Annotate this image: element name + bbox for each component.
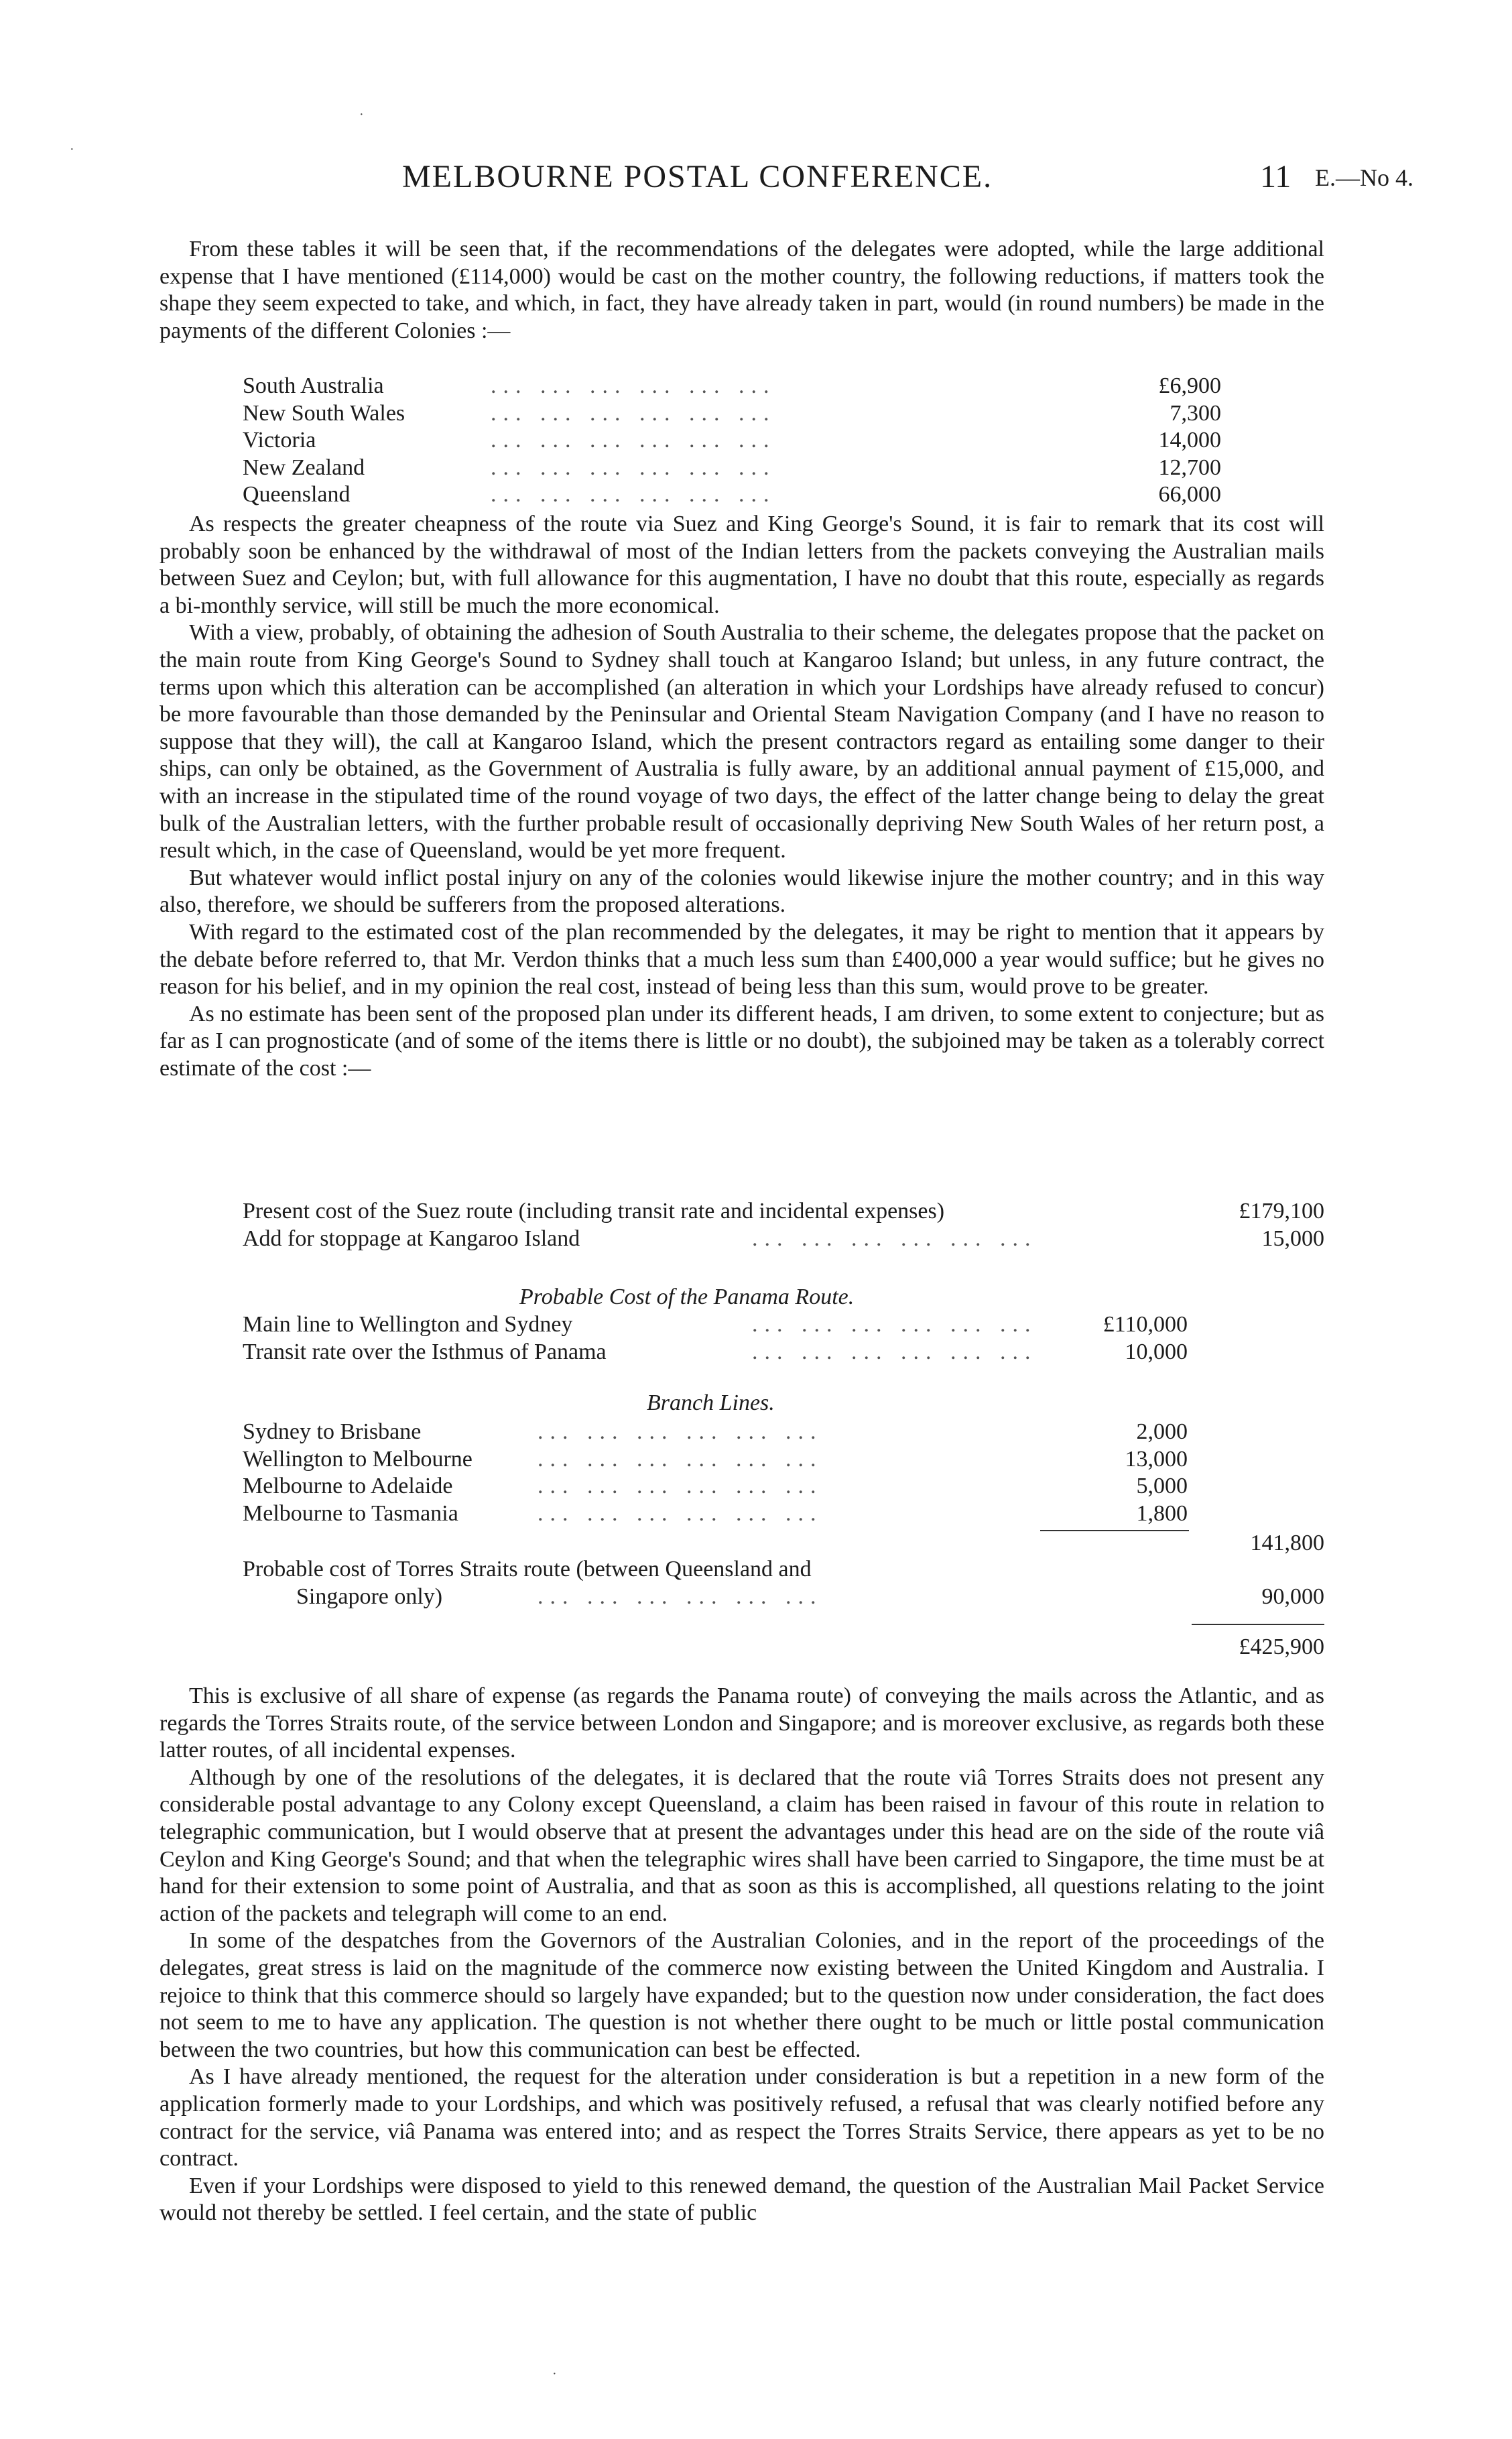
dot-leader: ... ... ... ... ... ... — [752, 1312, 1037, 1337]
estimate-label: Add for stoppage at Kangaroo Island — [243, 1226, 580, 1251]
table-row — [243, 1446, 1188, 1474]
estimate-amount: 15,000 — [1261, 1226, 1324, 1251]
text-block-2 — [160, 511, 1324, 1082]
paragraph: As I have already mentioned, the request for the alteration under consideration is but a repetition in a new form of the application formerly made to your Lordships, and which was positively refused, a refusal that was clearly notified before any contract for the service, viâ Panama was entered into; and as respect the Torres Straits Service, there appears as yet to be no contract. — [160, 2064, 1324, 2172]
estimate-amount: £179,100 — [1239, 1199, 1324, 1224]
dot-leader: ... ... ... ... ... ... — [752, 1339, 1037, 1364]
table-row — [243, 1473, 1188, 1500]
paragraph: But whatever would inflict postal injury on any of the colonies would likewise injure the mother country; and in this way also, therefore, we should be sufferers from the proposed alterations. — [160, 865, 1324, 918]
section-heading-panama: Probable Cost of the Panama Route. — [519, 1285, 855, 1309]
cost-item-name: Wellington to Melbourne — [243, 1446, 472, 1472]
branch-lines-table — [243, 1419, 1188, 1527]
cost-item-name: Melbourne to Tasmania — [243, 1500, 458, 1526]
dot-leader: ... ... ... ... ... ... — [538, 1584, 823, 1609]
print-speck: · — [70, 142, 74, 157]
grand-total: £425,900 — [1239, 1634, 1324, 1659]
table-row — [243, 1556, 1324, 1584]
panama-subtotal: 141,800 — [1250, 1531, 1324, 1555]
cost-item-amount: 5,000 — [1136, 1474, 1188, 1499]
dot-leader: ... ... ... ... ... ... — [491, 482, 776, 508]
dot-leader: ... ... ... ... ... ... — [538, 1419, 823, 1444]
document-reference: E.—No 4. — [1315, 164, 1413, 191]
colony-name: New South Wales — [243, 400, 405, 426]
torres-straits-cost — [243, 1556, 1324, 1610]
cost-item-amount: £110,000 — [1102, 1312, 1188, 1337]
page-number: 11 — [1260, 159, 1292, 194]
dot-leader: ... ... ... ... ... ... — [538, 1500, 823, 1526]
table-row — [243, 1339, 1188, 1366]
paragraph: As no estimate has been sent of the proposed plan under its different heads, I am driven, to some extent to conjecture; but as far as I can prognosticate (and of some of the items there is little or no doubt), the subjoined may be taken as a tolerably correct estimate of the cost :— — [160, 1001, 1324, 1081]
paragraph: This is exclusive of all share of expense (as regards the Panama route) of conveying the mails across the Atlantic, and as regards the Torres Straits route, of the service between London and Singapore; and is moreover exclusive, as regards both these latter routes, of all incidental expenses. — [160, 1683, 1324, 1763]
table-row — [243, 400, 1221, 428]
cost-item-name: Main line to Wellington and Sydney — [243, 1312, 573, 1337]
estimate-label: Present cost of the Suez route (including transit rate and incidental expenses) — [243, 1199, 945, 1224]
total-rule — [1192, 1624, 1324, 1625]
print-speck: · — [552, 2367, 557, 2381]
reduction-amount: 7,300 — [1170, 400, 1221, 426]
table-row — [243, 481, 1221, 509]
colony-name: New Zealand — [243, 455, 365, 480]
colony-name: South Australia — [243, 373, 384, 398]
table-row — [243, 373, 1221, 400]
cost-item-amount: 2,000 — [1136, 1419, 1188, 1444]
cost-item-amount: 10,000 — [1125, 1339, 1188, 1364]
colony-name: Victoria — [243, 428, 316, 453]
reduction-amount: 14,000 — [1158, 428, 1221, 453]
dot-leader: ... ... ... ... ... ... — [752, 1226, 1037, 1251]
table-row — [243, 1226, 1324, 1253]
cost-item-name: Melbourne to Adelaide — [243, 1474, 453, 1499]
table-row — [243, 427, 1221, 455]
torres-label: Probable cost of Torres Straits route (between Queensland and — [243, 1557, 812, 1582]
cost-item-name: Sydney to Brisbane — [243, 1419, 422, 1444]
cost-estimate — [243, 1198, 1324, 1252]
paragraph: In some of the despatches from the Governors of the Australian Colonies, and in the report of the proceedings of the delegates, great stress is laid on the magnitude of the commerce now existing between the United Kingdom and Australia. I rejoice to think that this commerce should so largely have expanded; but to the question now under consideration, the fact does not seem to me to have any application. The question is not whether there ought to be much or little postal communication between the two countries, but how this communication can best be effected. — [160, 1928, 1324, 2062]
section-heading-branch-lines: Branch Lines. — [647, 1390, 775, 1415]
text-block-3 — [160, 1683, 1324, 2227]
cost-item-amount: 1,800 — [1136, 1500, 1188, 1526]
reduction-amount: 66,000 — [1158, 482, 1221, 508]
paragraph: As respects the greater cheapness of the route via Suez and King George's Sound, it is fair to remark that its cost will probably soon be enhanced by the withdrawal of most of the Indian letters from the packets conveying the Australian mails between Suez and Ceylon; but, with full allowance for this augmentation, I have no doubt that this route, especially as regards a bi-monthly service, will still be much the more economical. — [160, 512, 1324, 618]
table-row — [243, 1500, 1188, 1528]
table-row — [243, 455, 1221, 482]
dot-leader: ... ... ... ... ... ... — [491, 373, 776, 398]
print-speck: · — [359, 107, 364, 122]
table-row — [243, 1198, 1324, 1226]
dot-leader: ... ... ... ... ... ... — [538, 1446, 823, 1472]
reductions-table — [243, 373, 1221, 509]
running-header-title: MELBOURNE POSTAL CONFERENCE. — [402, 159, 993, 194]
table-row — [243, 1584, 1324, 1611]
text-block-1 — [160, 236, 1324, 345]
dot-leader: ... ... ... ... ... ... — [491, 400, 776, 426]
panama-costs-table — [243, 1311, 1188, 1366]
paragraph: With regard to the estimated cost of the plan recommended by the delegates, it may be right to mention that it appears by the debate before referred to, that Mr. Verdon thinks that a much less sum than £400,000 a year would suffice; but he gives no reason for his belief, and in my opinion the real cost, instead of being less than this sum, would prove to be greater. — [160, 919, 1324, 1000]
torres-amount: 90,000 — [1261, 1584, 1324, 1609]
paragraph: With a view, probably, of obtaining the adhesion of South Australia to their scheme, the delegates propose that the packet on the main route from King George's Sound to Sydney shall touch at Kangaroo Island; but unless, in any future contract, the terms upon which this alteration can be accomplished (an alteration in which your Lordships have already refused to concur) be more favourable than those demanded by the Peninsular and Oriental Steam Navigation Company (and I have no reason to suppose that they will), the call at Kangaroo Island, which the present contractors regard as entailing some danger to their ships, can only be obtained, as the Government of Australia is fully aware, by an additional annual payment of £15,000, and with an increase in the stipulated time of the round voyage of two days, the effect of the latter change being to delay the great bulk of the Australian letters, with the further probable result of occasionally depriving New South Wales of her return post, a result which, in the case of Queensland, would be yet more frequent. — [160, 620, 1324, 864]
reduction-amount: 12,700 — [1158, 455, 1221, 480]
paragraph: Although by one of the resolutions of the delegates, it is declared that the route viâ Torres Straits does not present any considerable postal advantage to any Colony except Queensland, a claim has been raised in favour of this route in relation to telegraphic communication, but I would observe that at present the advantages under this head are on the side of the route viâ Ceylon and King George's Sound; and that when the telegraphic wires shall have been carried to Singapore, the time must be at hand for their extension to some point of Australia, and that as soon as this is accomplished, all questions relating to the joint action of the packets and telegraph will come to an end. — [160, 1765, 1324, 1926]
paragraph: Even if your Lordships were disposed to yield to this renewed demand, the question of the Australian Mail Packet Service would not thereby be settled. I feel certain, and the state of public — [160, 2173, 1324, 2226]
table-row — [243, 1311, 1188, 1339]
table-row — [243, 1419, 1188, 1446]
dot-leader: ... ... ... ... ... ... — [491, 428, 776, 453]
paragraph: From these tables it will be seen that, if the recommendations of the delegates were adopted, while the large additional expense that I have mentioned (£114,000) would be cast on the mother country, the following reductions, if matters took the shape they seem expected to take, and which, in fact, they have already taken in part, would (in round numbers) be made in the payments of the different Colonies :— — [160, 237, 1324, 343]
dot-leader: ... ... ... ... ... ... — [538, 1474, 823, 1499]
cost-item-amount: 13,000 — [1125, 1446, 1188, 1472]
colony-name: Queensland — [243, 482, 351, 508]
torres-label-continued: Singapore only) — [296, 1584, 443, 1609]
dot-leader: ... ... ... ... ... ... — [491, 455, 776, 480]
reduction-amount: £6,900 — [1158, 373, 1221, 398]
cost-item-name: Transit rate over the Isthmus of Panama — [243, 1339, 607, 1364]
